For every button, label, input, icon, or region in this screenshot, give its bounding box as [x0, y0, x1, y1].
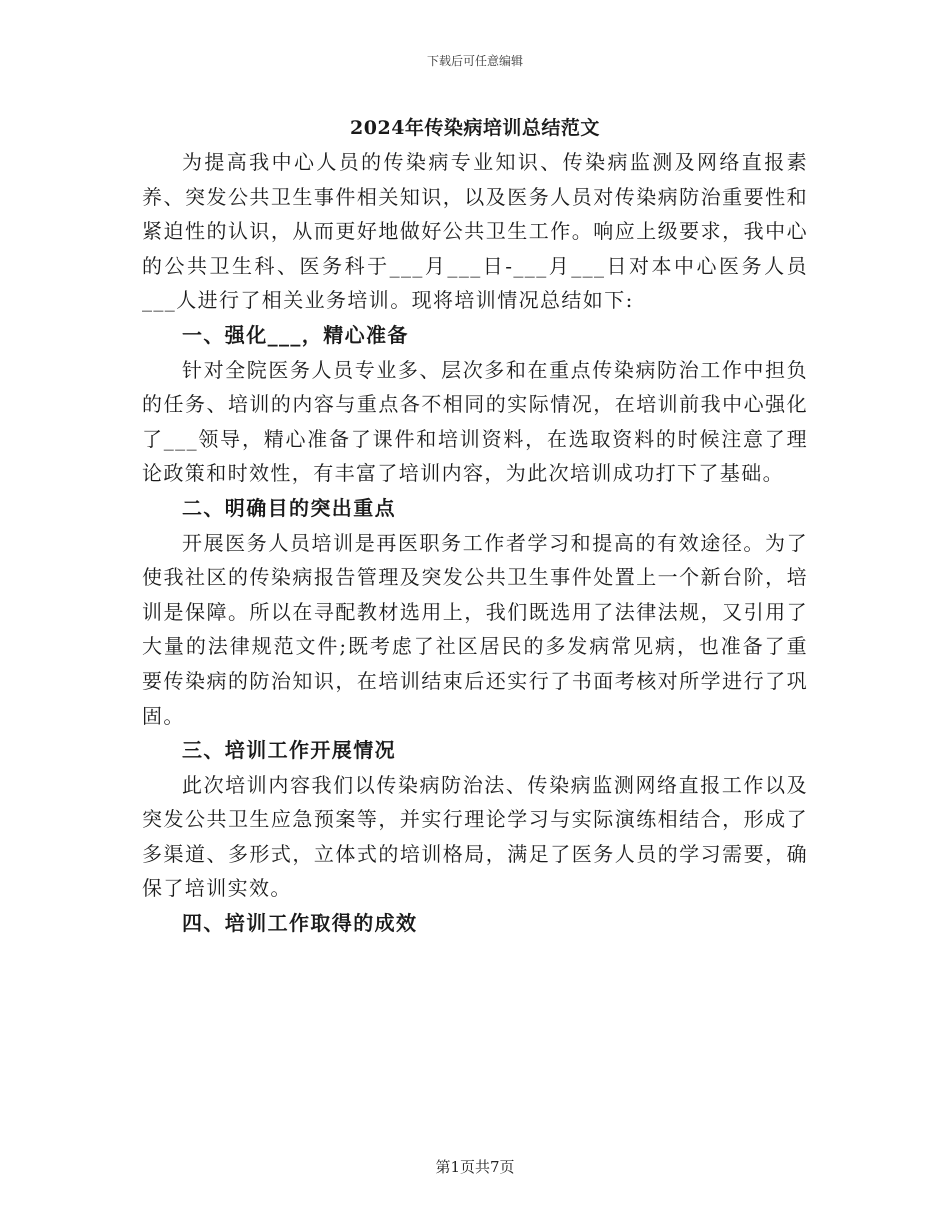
- document-title: 2024年传染病培训总结范文: [350, 117, 600, 139]
- header-note: 下载后可任意编辑: [426, 54, 523, 68]
- section-paragraph-1: 针对全院医务人员专业多、层次多和在重点传染病防治工作中担负的任务、培训的内容与重点各不相同的实际情况，在培训前我中心强化了___领导，精心准备了课件和培训资料，在选取资料的时候注意了理论政策和时效性，有丰富了培训内容，为此次培训成功打下了基础。: [142, 357, 808, 486]
- section-paragraph-3: 此次培训内容我们以传染病防治法、传染病监测网络直报工作以及突发公共卫生应急预案等，并实行理论学习与实际演练相结合，形成了多渠道、多形式，立体式的培训格局，满足了医务人员的学习需要，确保了培训实效。: [142, 772, 808, 901]
- intro-paragraph: 为提高我中心人员的传染病专业知识、传染病监测及网络直报素养、突发公共卫生事件相关知识，以及医务人员对传染病防治重要性和紧迫性的认识，从而更好地做好公共卫生工作。响应上级要求，我中心的公共卫生科、医务科于___月___日-___月___日对本中心医务人员___人进行了相关业务培训。现将培训情况总结如下:: [142, 150, 808, 313]
- section-heading-2: 二、明确目的突出重点: [182, 495, 396, 520]
- section-paragraph-2: 开展医务人员培训是再医职务工作者学习和提高的有效途径。为了使我社区的传染病报告管理及突发公共卫生事件处置上一个新台阶，培训是保障。所以在寻配教材选用上，我们既选用了法律法规，又引用了大量的法律规范文件;既考虑了社区居民的多发病常见病，也准备了重要传染病的防治知识，在培训结束后还实行了书面考核对所学进行了巩固。: [142, 530, 808, 728]
- section-heading-3: 三、培训工作开展情况: [182, 738, 396, 763]
- section-heading-4: 四、培训工作取得的成效: [182, 911, 418, 936]
- section-heading-1: 一、强化___，精心准备: [182, 322, 409, 347]
- page-footer: 第1页共7页: [435, 1158, 515, 1176]
- document-body: [142, 145, 808, 941]
